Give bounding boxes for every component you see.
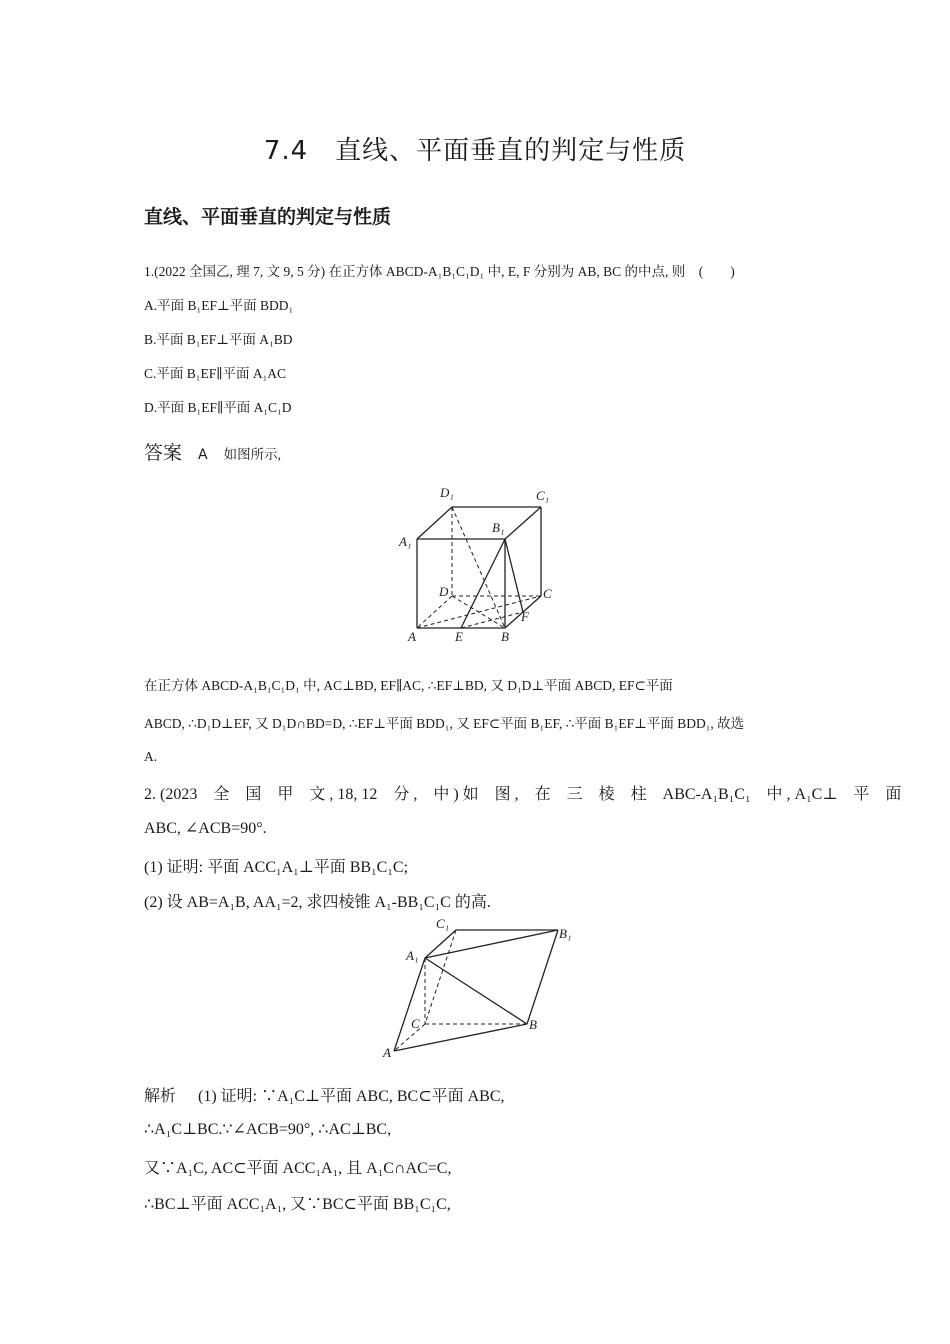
q1-solution-line-1: 在正方体 ABCD-A₁B₁C₁D₁ 中, AC⊥BD, EF∥AC, ∴EF⊥BD, 又 D₁D⊥平面 ABCD, EF⊂平面 <box>144 678 673 693</box>
analysis-line-4: ∴BC⊥平面 ACC₁A₁, 又∵BC⊂平面 BB₁C₁C, <box>144 1196 451 1213</box>
page-title: 7.4 直线、平面垂直的判定与性质 <box>263 136 687 166</box>
q1-option-d: D.平面 B₁EF∥平面 A₁C₁D <box>144 400 292 415</box>
label-c: C <box>411 1016 420 1031</box>
label-d1: D₁ <box>440 485 454 500</box>
q2-stem-line-1: 2. (2023 全 国 甲 文 , 18, 12 分 , 中 ) 如 图 , 在 三 棱 柱 ABC-A₁B₁C₁ 中 , A₁C⊥ 平 面 <box>144 786 902 803</box>
analysis-row <box>144 1083 505 1106</box>
q1-option-c: C.平面 B₁EF∥平面 A₁AC <box>144 366 287 381</box>
label-a: A <box>408 629 416 644</box>
label-b1: B₁ <box>559 926 572 941</box>
q1-solution-line-2: ABCD, ∴D₁D⊥EF, 又 D₁D∩BD=D, ∴EF⊥平面 BDD₁, 又 EF⊂平面 B₁EF, ∴平面 B₁EF⊥平面 BDD₁, 故选 <box>144 716 745 731</box>
label-c1: C₁ <box>436 916 450 931</box>
q1-option-b: B.平面 B₁EF⊥平面 A₁BD <box>144 332 293 347</box>
q2-part-1: (1) 证明: 平面 ACC₁A₁⊥平面 BB₁C₁C; <box>144 859 409 876</box>
label-b1: B₁ <box>492 520 505 535</box>
q2-part-2: (2) 设 AB=A₁B, AA₁=2, 求四棱锥 A₁-BB₁C₁C 的高. <box>144 894 491 911</box>
answer-label: 答案 <box>144 442 183 464</box>
label-d: D <box>439 584 449 599</box>
prism-figure <box>380 915 580 1063</box>
label-b: B <box>529 1017 537 1032</box>
label-c1: C₁ <box>536 488 550 503</box>
q2-stem-line-2: ABC, ∠ACB=90°. <box>144 820 267 837</box>
analysis-line-3: 又∵A₁C, AC⊂平面 ACC₁A₁, 且 A₁C∩AC=C, <box>144 1160 452 1177</box>
label-a1: A₁ <box>399 534 412 549</box>
q1-solution-line-3: A. <box>144 749 158 764</box>
label-c: C <box>543 586 552 601</box>
label-a1: A₁ <box>406 948 419 963</box>
section-title: 直线、平面垂直的判定与性质 <box>144 206 392 228</box>
analysis-line-2: ∴A₁C⊥BC.∵∠ACB=90°, ∴AC⊥BC, <box>144 1121 392 1138</box>
q1-option-a: A.平面 B₁EF⊥平面 BDD₁ <box>144 298 294 313</box>
analysis-label: 解析 <box>144 1088 177 1105</box>
answer-letter: A <box>198 447 208 463</box>
answer-intro: 如图所示, <box>223 447 281 462</box>
q1-stem: 1.(2022 全国乙, 理 7, 文 9, 5 分) 在正方体 ABCD-A₁B₁C₁D₁ 中, E, F 分别为 AB, BC 的中点, 则 ( ) <box>144 264 735 279</box>
analysis-line-1: (1) 证明: ∵A₁C⊥平面 ABC, BC⊂平面 ABC, <box>198 1088 505 1105</box>
label-b: B <box>501 629 509 644</box>
cube-figure <box>395 482 560 647</box>
answer-row <box>144 438 281 465</box>
label-f: F <box>521 609 529 624</box>
label-e: E <box>455 629 463 644</box>
label-a: A <box>383 1045 391 1060</box>
